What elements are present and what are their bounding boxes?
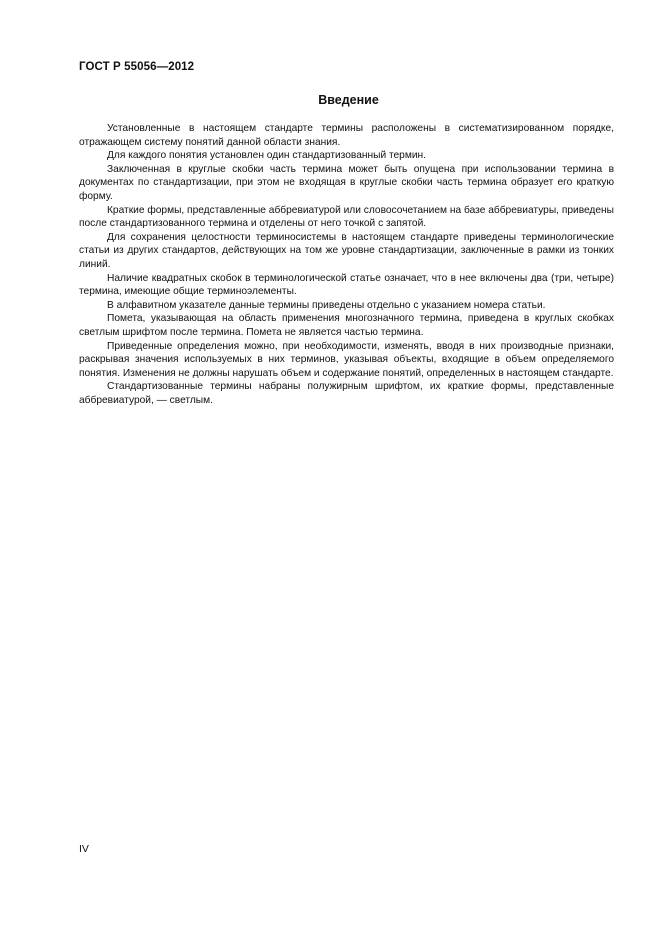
paragraph: Помета, указывающая на область применения многозначного термина, приведена в круглых скобках светлым шрифтом после термина. Помета не является частью термина. — [79, 313, 614, 338]
body-text — [79, 122, 614, 407]
paragraph: Установленные в настоящем стандарте термины расположены в систематизированном порядке, отражающем систему понятий данной области знания. — [79, 123, 614, 148]
paragraph: В алфавитном указателе данные термины приведены отдельно с указанием номера статьи. — [107, 299, 546, 311]
paragraph: Краткие формы, представленные аббревиатурой или словосочетанием на базе аббревиатуры, приведены после стандартизованного термина и отделены от него точкой с запятой. — [79, 204, 614, 230]
paragraph: Для каждого понятия установлен один стандартизованный термин. — [107, 150, 426, 162]
paragraph: Для сохранения целостности терминосистемы в настоящем стандарте приведены терминологические статьи из других стандартов, действующих на том же уровне стандартизации, заключенные в рамки из тонких линий. — [79, 231, 614, 270]
page-number: IV — [79, 843, 89, 855]
paragraph: Стандартизованные термины набраны полужирным шрифтом, их краткие формы, представленные аббревиатурой, — светлым. — [79, 381, 614, 406]
paragraph: Заключенная в круглые скобки часть термина может быть опущена при использовании термина в документах по стандартизации, при этом не входящая в круглые скобки часть термина образует его краткую форму. — [79, 163, 614, 202]
document-header: ГОСТ Р 55056—2012 — [79, 61, 195, 73]
paragraph: Наличие квадратных скобок в терминологической статье означает, что в нее включены два (три, четыре) термина, имеющие общие терминоэлементы. — [79, 272, 614, 298]
section-title: Введение — [318, 93, 379, 107]
paragraph: Приведенные определения можно, при необходимости, изменять, вводя в них производные признаки, раскрывая значения используемых в них терминов, указывая объекты, входящие в объем определяемого понятия. Изменения не должны нарушать объем и содержание понятий, определенных в настоящем стандарте. — [79, 340, 614, 379]
